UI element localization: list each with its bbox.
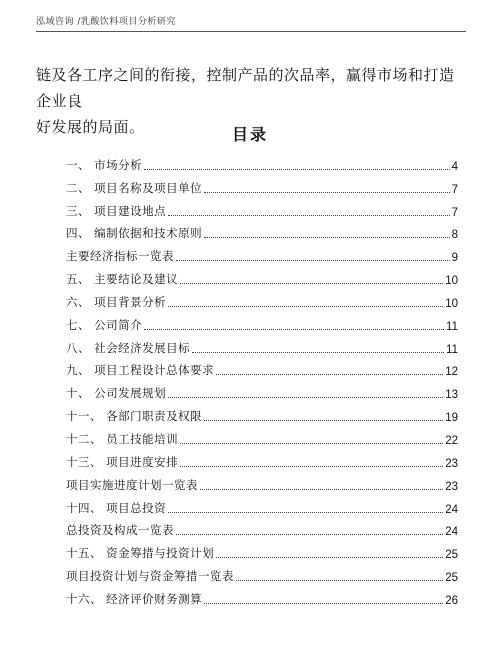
toc-entry[interactable] xyxy=(66,150,458,173)
toc-entry-label: 总投资及构成一览表 xyxy=(66,523,174,538)
toc-entry-label: 十四、 项目总投资 xyxy=(66,500,167,515)
intro-line-2: 好发展的局面。 xyxy=(36,118,145,136)
toc-entry-page: 11 xyxy=(446,343,458,356)
toc-dot-leader xyxy=(176,534,443,535)
toc-entry[interactable] xyxy=(66,333,458,356)
toc-entry[interactable] xyxy=(66,447,458,470)
toc-entry-label: 十一、 各部门职责及权限 xyxy=(66,409,203,424)
toc-entry-page: 26 xyxy=(445,594,458,607)
toc-entry[interactable] xyxy=(66,310,458,333)
toc-dot-leader xyxy=(168,512,443,513)
toc-dot-leader xyxy=(192,352,444,353)
toc-dot-leader xyxy=(216,557,443,558)
toc-list xyxy=(66,150,458,607)
toc-entry-label: 七、 公司简介 xyxy=(66,317,143,332)
toc-entry[interactable] xyxy=(66,219,458,242)
toc-dot-leader xyxy=(180,466,443,467)
toc-dot-leader xyxy=(204,192,449,193)
toc-entry-label: 主要经济指标一览表 xyxy=(66,249,174,264)
toc-entry-page: 22 xyxy=(445,434,458,447)
toc-entry-page: 7 xyxy=(451,206,458,219)
toc-entry[interactable] xyxy=(66,401,458,424)
toc-dot-leader xyxy=(236,580,443,581)
toc-entry[interactable] xyxy=(66,493,458,516)
toc-entry[interactable] xyxy=(66,287,458,310)
toc-entry-page: 24 xyxy=(445,526,458,539)
toc-dot-leader xyxy=(204,420,443,421)
toc-entry-label: 十三、 项目进度安排 xyxy=(66,454,179,469)
toc-entry-page: 19 xyxy=(445,412,458,425)
toc-entry[interactable] xyxy=(66,470,458,493)
toc-entry-label: 八、 社会经济发展目标 xyxy=(66,340,191,355)
toc-entry[interactable] xyxy=(66,241,458,264)
toc-dot-leader xyxy=(144,329,444,330)
toc-entry-label: 九、 项目工程设计总体要求 xyxy=(66,363,215,378)
toc-dot-leader xyxy=(168,306,443,307)
toc-entry-page: 10 xyxy=(445,297,458,310)
toc-entry-page: 12 xyxy=(445,366,458,379)
toc-entry-label: 五、 主要结论及建议 xyxy=(66,272,179,287)
toc-entry-label: 项目投资计划与资金筹措一览表 xyxy=(66,569,234,584)
page-header xyxy=(36,14,466,32)
toc-entry-page: 23 xyxy=(445,480,458,493)
toc-entry-label: 项目实施进度计划一览表 xyxy=(66,477,198,492)
toc-dot-leader xyxy=(180,283,443,284)
header-text: 泓域咨询 /乳酸饮料项目分析研究 xyxy=(36,17,176,27)
toc-entry-page: 24 xyxy=(445,503,458,516)
toc-entry-label: 二、 项目名称及项目单位 xyxy=(66,180,203,195)
toc-dot-leader xyxy=(180,443,443,444)
toc-entry-page: 8 xyxy=(451,229,458,242)
toc-entry-label: 十六、 经济评价财务测算 xyxy=(66,591,203,606)
toc-entry-page: 25 xyxy=(445,572,458,585)
toc-dot-leader xyxy=(216,374,443,375)
toc-entry-page: 23 xyxy=(445,457,458,470)
toc-dot-leader xyxy=(200,489,443,490)
toc-entry-page: 10 xyxy=(445,275,458,288)
toc-entry[interactable] xyxy=(66,264,458,287)
toc-entry[interactable] xyxy=(66,561,458,584)
toc-dot-leader xyxy=(204,237,449,238)
intro-line-1: 链及各工序之间的衔接，控制产品的次品率，赢得市场和打造企业良 xyxy=(36,66,455,110)
toc-entry[interactable] xyxy=(66,378,458,401)
toc-entry-label: 三、 项目建设地点 xyxy=(66,203,167,218)
toc-entry-page: 7 xyxy=(451,183,458,196)
toc-entry[interactable] xyxy=(66,173,458,196)
toc-entry-page: 4 xyxy=(451,160,458,173)
toc-entry[interactable] xyxy=(66,356,458,379)
toc-entry-page: 25 xyxy=(445,549,458,562)
toc-entry[interactable] xyxy=(66,516,458,539)
toc-entry[interactable] xyxy=(66,584,458,607)
toc-dot-leader xyxy=(204,603,443,604)
toc-title: 目录 xyxy=(231,125,268,144)
toc-entry-label: 十二、 员工技能培训 xyxy=(66,431,179,446)
toc-entry-page: 9 xyxy=(451,252,458,265)
toc-dot-leader xyxy=(176,260,450,261)
toc-entry[interactable] xyxy=(66,424,458,447)
toc-entry-page: 13 xyxy=(445,389,458,402)
toc-entry-label: 六、 项目背景分析 xyxy=(66,294,167,309)
toc-dot-leader xyxy=(144,169,449,170)
toc-dot-leader xyxy=(168,397,443,398)
toc-entry-label: 四、 编制依据和技术原则 xyxy=(66,226,203,241)
toc-entry-label: 十五、 资金筹措与投资计划 xyxy=(66,546,215,561)
toc-entry[interactable] xyxy=(66,538,458,561)
toc-entry[interactable] xyxy=(66,196,458,219)
toc-entry-page: 11 xyxy=(446,320,458,333)
toc-dot-leader xyxy=(168,215,449,216)
toc-entry-label: 一、 市场分析 xyxy=(66,157,143,172)
toc-entry-label: 十、 公司发展规划 xyxy=(66,386,167,401)
